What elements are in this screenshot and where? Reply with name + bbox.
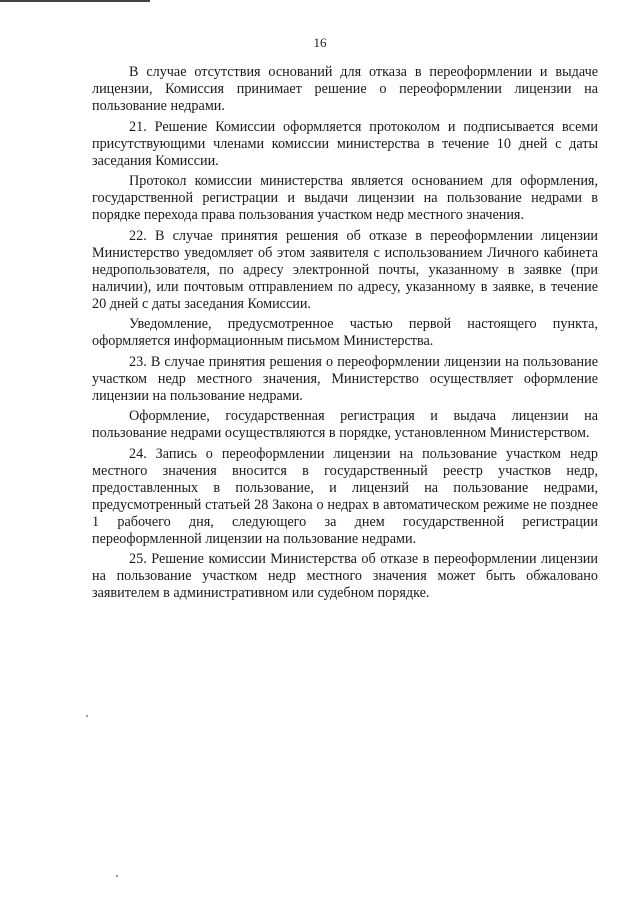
- paragraph: 22. В случае принятия решения об отказе в переоформлении лицензии Министерство уведомляет об этом заявителя с использованием Личного кабинета недропользователя, по адресу электронной почты, указанному в заявке (при наличии), или почтовым отправлением по адресу, указанному в заявке, в течение 20 дней с даты заседания Комиссии.: [92, 227, 598, 312]
- scan-speck: [86, 715, 88, 717]
- document-body: [92, 64, 598, 606]
- paragraph: Уведомление, предусмотренное частью первой настоящего пункта, оформляется информационным письмом Министерства.: [92, 316, 598, 349]
- scan-edge-line: [0, 0, 150, 2]
- paragraph: 24. Запись о переоформлении лицензии на пользование участком недр местного значения вносится в государственный реестр участков недр, предоставленных в пользование, и лицензий на пользование недрами, предусмотренный статьей 28 Закона о недрах в автоматическом режиме не позднее 1 рабочего дня, следующего за днем государственной регистрации переоформленной лицензии на пользование недрами.: [92, 445, 598, 547]
- paragraph: 23. В случае принятия решения о переоформлении лицензии на пользование участком недр местного значения, Министерство осуществляет оформление лицензии на пользование недрами.: [92, 353, 598, 404]
- paragraph: 25. Решение комиссии Министерства об отказе в переоформлении лицензии на пользование участком недр местного значения может быть обжаловано заявителем в административном или судебном порядке.: [92, 551, 598, 601]
- paragraph: Протокол комиссии министерства является основанием для оформления, государственной регистрации и выдачи лицензии на пользование недрами в порядке перехода права пользования участком недр местного значения.: [92, 173, 598, 223]
- paragraph: Оформление, государственная регистрация и выдача лицензии на пользование недрами осуществляются в порядке, установленном Министерством.: [92, 408, 598, 441]
- paragraph: 21. Решение Комиссии оформляется протоколом и подписывается всеми присутствующими членами комиссии министерства в течение 10 дней с даты заседания Комиссии.: [92, 118, 598, 169]
- page-number: 16: [313, 35, 327, 50]
- scan-speck: [116, 875, 118, 877]
- paragraph: В случае отсутствия оснований для отказа в переоформлении и выдаче лицензии, Комиссия принимает решение о переоформлении лицензии на пользование недрами.: [92, 64, 598, 114]
